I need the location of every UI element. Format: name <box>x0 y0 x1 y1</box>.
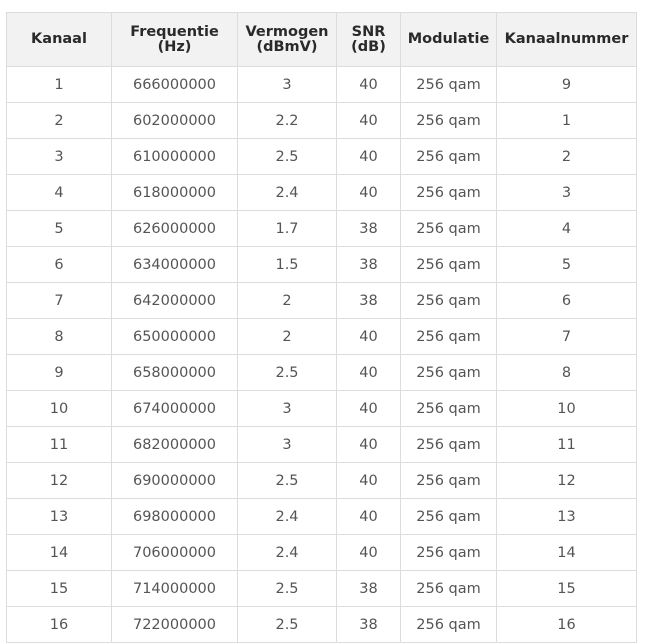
table-row <box>7 535 637 571</box>
snr-cell: 40 <box>337 67 401 103</box>
channel-table-container <box>6 12 636 643</box>
header-unit: (dBmV) <box>256 38 318 55</box>
table-row <box>7 571 637 607</box>
table-row <box>7 103 637 139</box>
table-row <box>7 499 637 535</box>
kanaal-cell: 4 <box>7 175 112 211</box>
vermogen-cell: 3 <box>238 391 337 427</box>
kanaalnummer-cell: 4 <box>497 211 637 247</box>
modulatie-cell: 256 qam <box>401 139 497 175</box>
modulatie-cell: 256 qam <box>401 211 497 247</box>
vermogen-cell: 2.4 <box>238 175 337 211</box>
vermogen-cell: 2.5 <box>238 607 337 643</box>
table-header-row <box>7 13 637 67</box>
header-label: Kanaalnummer <box>504 31 629 47</box>
kanaal-cell: 6 <box>7 247 112 283</box>
frequentie-cell: 634000000 <box>112 247 238 283</box>
kanaalnummer-cell: 16 <box>497 607 637 643</box>
table-row <box>7 139 637 175</box>
modulatie-cell: 256 qam <box>401 427 497 463</box>
vermogen-cell: 1.7 <box>238 211 337 247</box>
frequentie-cell: 714000000 <box>112 571 238 607</box>
header-label: Modulatie <box>407 31 490 47</box>
kanaalnummer-cell: 13 <box>497 499 637 535</box>
kanaal-cell: 11 <box>7 427 112 463</box>
frequentie-cell: 610000000 <box>112 139 238 175</box>
vermogen-cell: 2.2 <box>238 103 337 139</box>
kanaalnummer-cell: 5 <box>497 247 637 283</box>
header-label: Kanaal <box>31 31 87 47</box>
kanaal-cell: 13 <box>7 499 112 535</box>
snr-cell: 40 <box>337 463 401 499</box>
frequentie-cell: 682000000 <box>112 427 238 463</box>
snr-cell: 40 <box>337 139 401 175</box>
downstream-channel-table <box>6 12 637 643</box>
snr-cell: 40 <box>337 103 401 139</box>
kanaal-cell: 14 <box>7 535 112 571</box>
frequentie-cell: 706000000 <box>112 535 238 571</box>
kanaal-cell: 2 <box>7 103 112 139</box>
frequentie-cell: 698000000 <box>112 499 238 535</box>
frequentie-cell: 722000000 <box>112 607 238 643</box>
frequentie-cell: 602000000 <box>112 103 238 139</box>
header-frequentie <box>112 13 238 67</box>
snr-cell: 38 <box>337 607 401 643</box>
table-body <box>7 67 637 643</box>
header-kanaalnummer <box>497 13 637 67</box>
header-label: Vermogen <box>245 23 329 40</box>
header-modulatie <box>401 13 497 67</box>
modulatie-cell: 256 qam <box>401 175 497 211</box>
table-row <box>7 463 637 499</box>
table-row <box>7 247 637 283</box>
kanaal-cell: 12 <box>7 463 112 499</box>
vermogen-cell: 2.5 <box>238 139 337 175</box>
kanaalnummer-cell: 12 <box>497 463 637 499</box>
table-row <box>7 427 637 463</box>
kanaalnummer-cell: 2 <box>497 139 637 175</box>
kanaalnummer-cell: 8 <box>497 355 637 391</box>
kanaalnummer-cell: 3 <box>497 175 637 211</box>
snr-cell: 40 <box>337 499 401 535</box>
snr-cell: 40 <box>337 427 401 463</box>
header-label: SNR <box>351 23 386 40</box>
header-snr <box>337 13 401 67</box>
table-row <box>7 283 637 319</box>
frequentie-cell: 618000000 <box>112 175 238 211</box>
modulatie-cell: 256 qam <box>401 283 497 319</box>
kanaal-cell: 16 <box>7 607 112 643</box>
table-row <box>7 607 637 643</box>
frequentie-cell: 626000000 <box>112 211 238 247</box>
table-row <box>7 319 637 355</box>
table-row <box>7 355 637 391</box>
modulatie-cell: 256 qam <box>401 319 497 355</box>
kanaal-cell: 3 <box>7 139 112 175</box>
table-row <box>7 175 637 211</box>
snr-cell: 40 <box>337 391 401 427</box>
vermogen-cell: 2.5 <box>238 463 337 499</box>
modulatie-cell: 256 qam <box>401 103 497 139</box>
header-vermogen <box>238 13 337 67</box>
frequentie-cell: 690000000 <box>112 463 238 499</box>
frequentie-cell: 658000000 <box>112 355 238 391</box>
modulatie-cell: 256 qam <box>401 607 497 643</box>
kanaal-cell: 7 <box>7 283 112 319</box>
modulatie-cell: 256 qam <box>401 67 497 103</box>
vermogen-cell: 3 <box>238 67 337 103</box>
table-row <box>7 67 637 103</box>
kanaal-cell: 1 <box>7 67 112 103</box>
snr-cell: 38 <box>337 247 401 283</box>
table-row <box>7 211 637 247</box>
kanaal-cell: 10 <box>7 391 112 427</box>
modulatie-cell: 256 qam <box>401 355 497 391</box>
modulatie-cell: 256 qam <box>401 571 497 607</box>
vermogen-cell: 2 <box>238 319 337 355</box>
snr-cell: 38 <box>337 211 401 247</box>
kanaal-cell: 9 <box>7 355 112 391</box>
snr-cell: 40 <box>337 355 401 391</box>
snr-cell: 38 <box>337 571 401 607</box>
frequentie-cell: 642000000 <box>112 283 238 319</box>
kanaalnummer-cell: 14 <box>497 535 637 571</box>
snr-cell: 40 <box>337 535 401 571</box>
vermogen-cell: 2 <box>238 283 337 319</box>
vermogen-cell: 1.5 <box>238 247 337 283</box>
kanaal-cell: 5 <box>7 211 112 247</box>
kanaalnummer-cell: 1 <box>497 103 637 139</box>
vermogen-cell: 2.4 <box>238 535 337 571</box>
frequentie-cell: 666000000 <box>112 67 238 103</box>
frequentie-cell: 650000000 <box>112 319 238 355</box>
kanaalnummer-cell: 9 <box>497 67 637 103</box>
table-row <box>7 391 637 427</box>
header-label: Frequentie <box>130 23 219 40</box>
vermogen-cell: 2.5 <box>238 355 337 391</box>
kanaalnummer-cell: 11 <box>497 427 637 463</box>
vermogen-cell: 2.4 <box>238 499 337 535</box>
vermogen-cell: 2.5 <box>238 571 337 607</box>
snr-cell: 38 <box>337 283 401 319</box>
vermogen-cell: 3 <box>238 427 337 463</box>
header-kanaal <box>7 13 112 67</box>
snr-cell: 40 <box>337 319 401 355</box>
kanaal-cell: 15 <box>7 571 112 607</box>
header-unit: (Hz) <box>157 38 192 55</box>
modulatie-cell: 256 qam <box>401 535 497 571</box>
modulatie-cell: 256 qam <box>401 499 497 535</box>
kanaalnummer-cell: 10 <box>497 391 637 427</box>
kanaalnummer-cell: 7 <box>497 319 637 355</box>
kanaalnummer-cell: 15 <box>497 571 637 607</box>
modulatie-cell: 256 qam <box>401 463 497 499</box>
snr-cell: 40 <box>337 175 401 211</box>
modulatie-cell: 256 qam <box>401 391 497 427</box>
header-unit: (dB) <box>351 38 386 55</box>
kanaalnummer-cell: 6 <box>497 283 637 319</box>
kanaal-cell: 8 <box>7 319 112 355</box>
modulatie-cell: 256 qam <box>401 247 497 283</box>
frequentie-cell: 674000000 <box>112 391 238 427</box>
